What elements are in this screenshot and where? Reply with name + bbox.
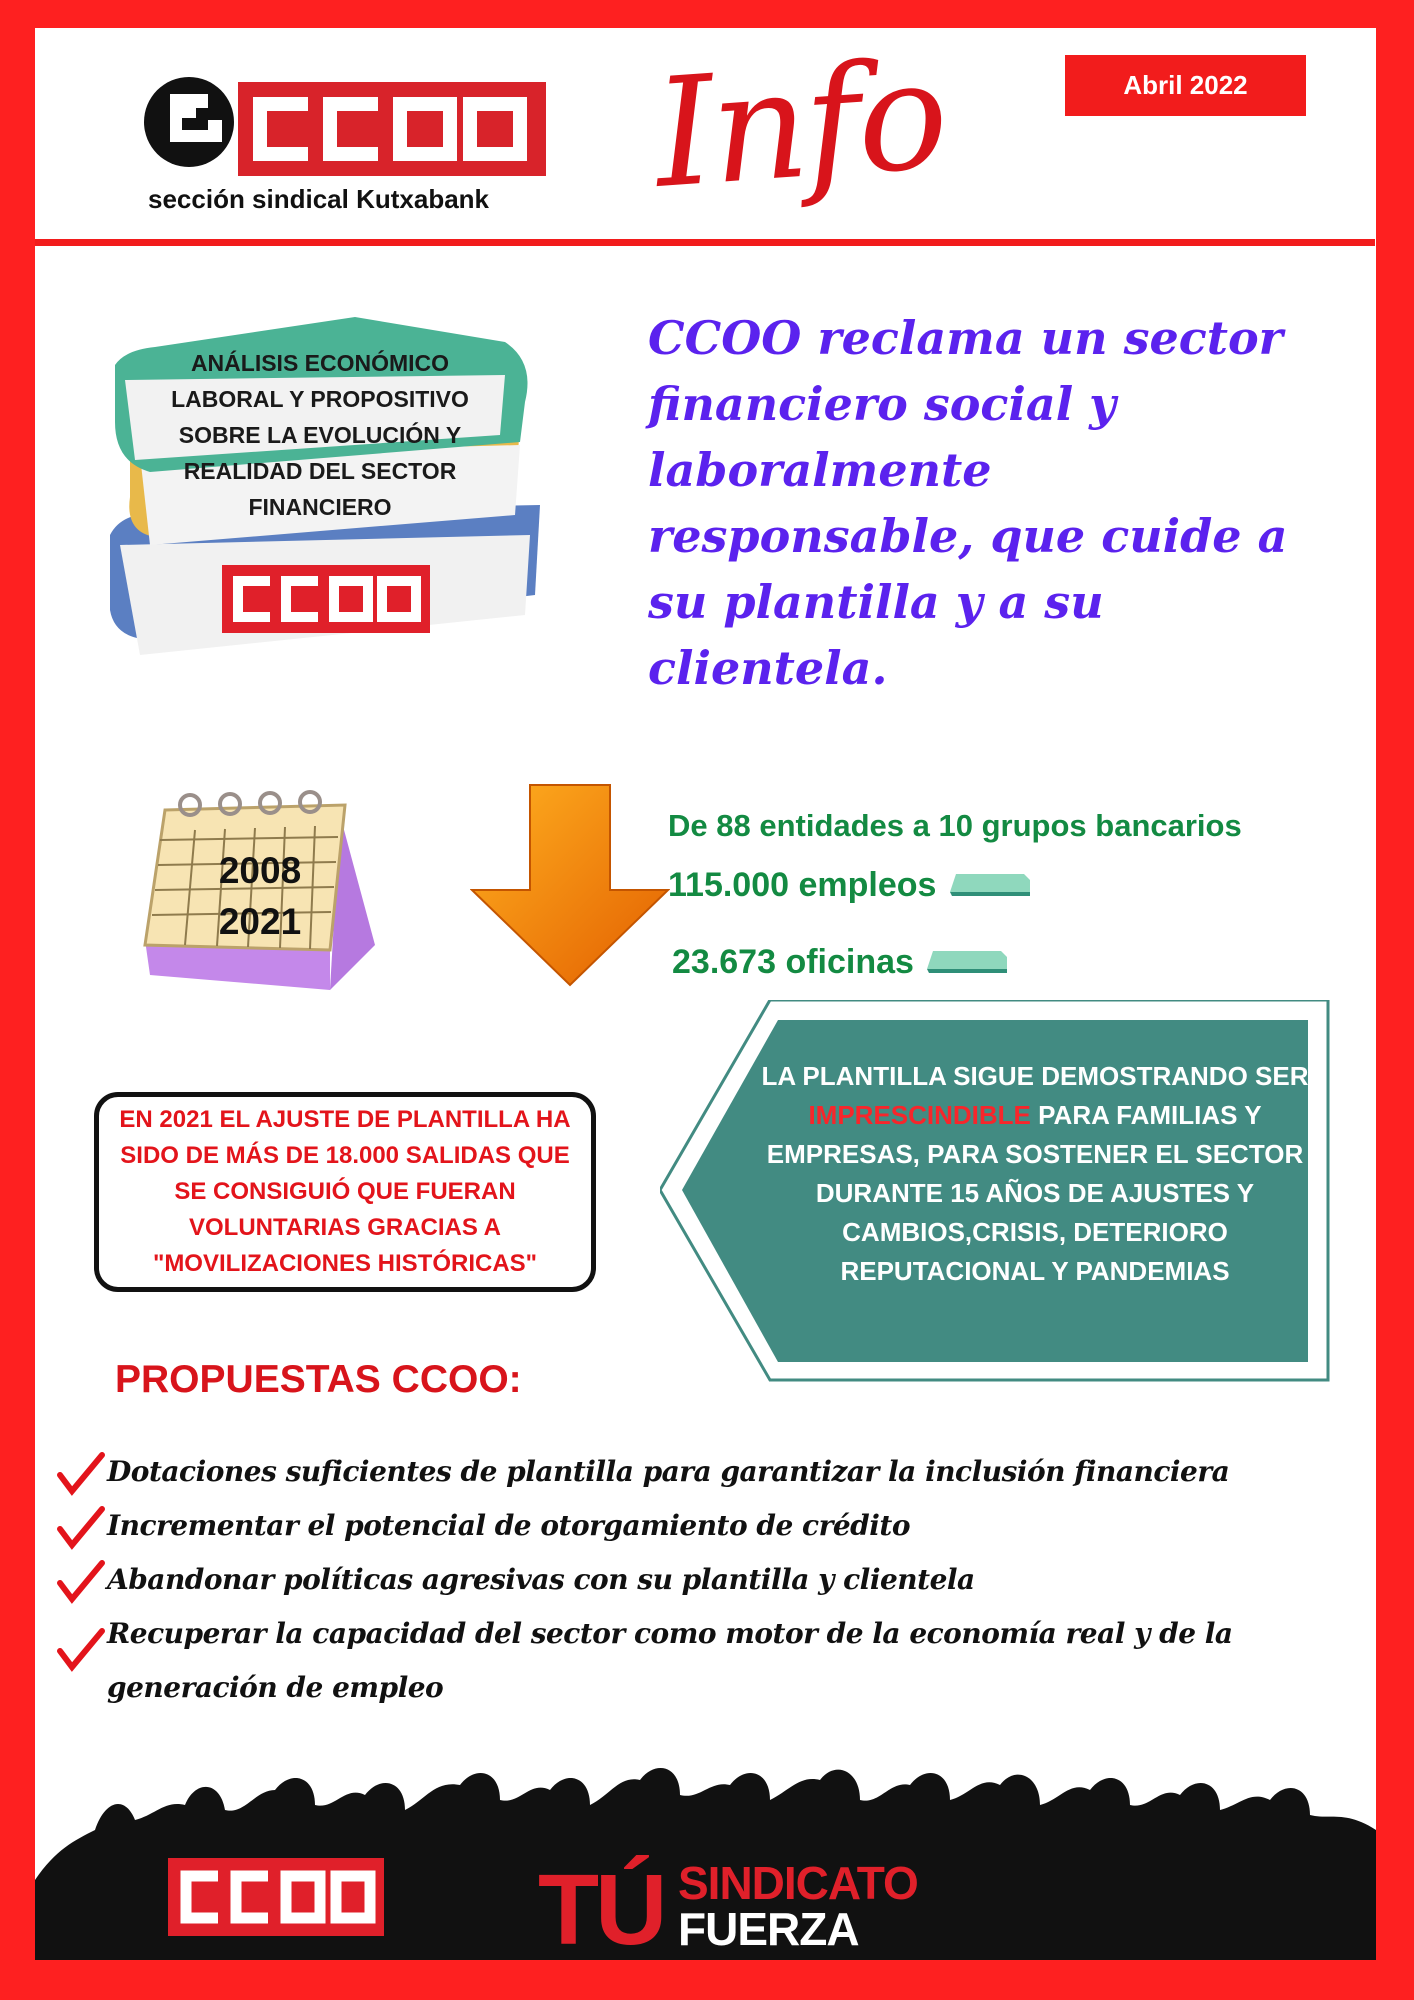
header-divider: [35, 239, 1375, 246]
year-to: 2021: [218, 901, 302, 942]
ccoo-logo: [238, 82, 546, 176]
stat-offices: [672, 943, 1007, 982]
list-item: [52, 1499, 1342, 1553]
books-caption: ANÁLISIS ECONÓMICO LABORAL Y PROPOSITIVO SOBRE LA EVOLUCIÓN Y REALIDAD DEL SECTOR FINANCIERO: [171, 350, 469, 520]
logo-subtitle: sección sindical Kutxabank: [148, 184, 490, 214]
footer-ccoo-logo: [168, 1858, 384, 1936]
checkmark-icon: [56, 1451, 106, 1497]
callout-part1: LA PLANTILLA SIGUE DEMOSTRANDO SER: [761, 1061, 1309, 1091]
staff-callout-text: [755, 1057, 1315, 1291]
calendar-years: [200, 845, 320, 947]
date-badge: Abril 2022: [1065, 55, 1306, 116]
proposal-text: Incrementar el potencial de otorgamiento de crédito: [107, 1509, 910, 1542]
stat-employment-text: 115.000 empleos: [668, 866, 937, 904]
headline: CCOO reclama un sector financiero social y laboralmente responsable, que cuide a su plantilla y a su clientela.: [648, 311, 1288, 695]
year-from: 2008: [218, 850, 302, 891]
footer-tu: TÚ: [538, 1854, 664, 1966]
proposal-text: Abandonar políticas agresivas con su plantilla y clientela: [107, 1563, 975, 1596]
list-item: [52, 1607, 1342, 1715]
down-arrow-icon: [470, 780, 670, 990]
books-ccoo-letters: [222, 565, 430, 633]
stat-employment: [668, 866, 1030, 905]
stat-entities: De 88 entidades a 10 grupos bancarios: [668, 808, 1242, 843]
checkmark-icon: [56, 1559, 106, 1605]
ccoo-logo-mark: [142, 72, 236, 172]
checkmark-icon: [56, 1627, 106, 1673]
callout-part2: PARA FAMILIAS Y EMPRESAS, PARA SOSTENER EL SECTOR DURANTE 15 AÑOS DE AJUSTES Y CAMBIOS,CRISIS, DETERIORO REPUTACIONAL Y PANDEMIAS: [766, 1100, 1304, 1286]
proposal-text: Recuperar la capacidad del sector como motor de la economía real y de la generación de empleo: [107, 1617, 1233, 1704]
ccoo-logo-letters: [238, 82, 546, 176]
layoffs-box: EN 2021 EL AJUSTE DE PLANTILLA HA SIDO DE MÁS DE 18.000 SALIDAS QUE SE CONSIGUIÓ QUE FUERAN VOLUNTARIAS GRACIAS A "MOVILIZACIONES HISTÓRICAS": [94, 1092, 596, 1292]
checkmark-icon: [56, 1505, 106, 1551]
bar-icon: [946, 868, 1030, 896]
books-ccoo-logo: [222, 565, 430, 633]
list-item: [52, 1553, 1342, 1607]
info-title: Info: [649, 28, 951, 222]
footer-sindicato: SINDICATO: [678, 1857, 918, 1909]
proposals-list: [52, 1445, 1342, 1715]
stat-offices-text: 23.673 oficinas: [672, 943, 914, 981]
bar-icon: [923, 945, 1007, 973]
footer-ccoo-letters: [168, 1858, 384, 1936]
list-item: [52, 1445, 1342, 1499]
proposal-text: Dotaciones suficientes de plantilla para garantizar la inclusión financiera: [107, 1455, 1230, 1488]
proposals-title: PROPUESTAS CCOO:: [115, 1358, 522, 1401]
callout-highlight: IMPRESCINDIBLE: [808, 1100, 1031, 1130]
footer-fuerza: FUERZA: [678, 1903, 859, 1955]
